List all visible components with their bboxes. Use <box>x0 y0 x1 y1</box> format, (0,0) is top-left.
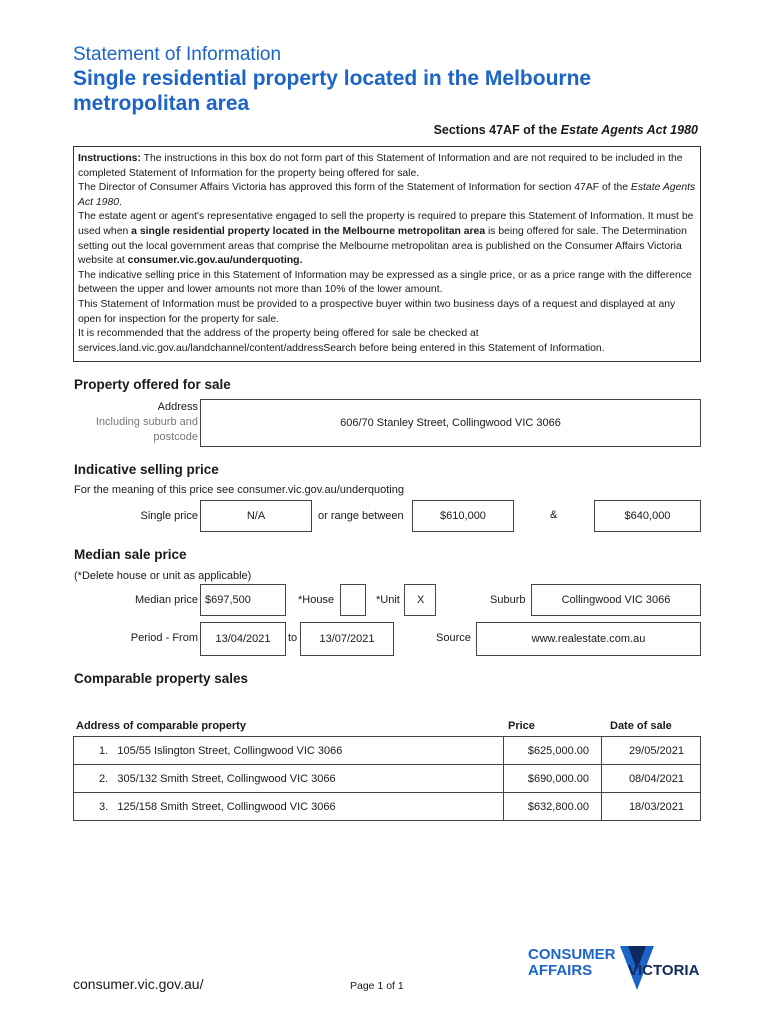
instructions-para-2: The Director of Consumer Affairs Victoria has approved this form of the Statement of Information for section 47AF of the Estate Agents Act 1980. <box>78 182 696 208</box>
indicative-heading: Indicative selling price <box>74 462 219 477</box>
source-field[interactable]: www.realestate.com.au <box>476 622 701 656</box>
sections-reference: Sections 47AF of the Estate Agents Act 1980 <box>433 123 698 137</box>
comp-address-cell[interactable]: 3. 125/158 Smith Street, Collingwood VIC 3066 <box>74 793 504 821</box>
logo-text-affairs: AFFAIRS <box>528 962 593 979</box>
instructions-para-4: The indicative selling price in this Statement of Information may be expressed as a single price, or as a price range with the difference between the upper and lower amounts not more than 10% of the lower amount. <box>78 269 692 296</box>
document-title: Single residential property located in the Melbourne metropolitan area <box>73 67 592 115</box>
address-label: Address Including suburb and postcode <box>95 401 198 443</box>
table-row <box>74 765 701 793</box>
single-price-label: Single price <box>140 510 198 522</box>
single-price-field[interactable]: N/A <box>200 500 312 532</box>
table-row <box>74 737 701 765</box>
range-low-field[interactable]: $610,000 <box>412 500 514 532</box>
property-heading: Property offered for sale <box>74 377 231 392</box>
median-price-field[interactable]: $697,500 <box>200 584 286 616</box>
col-address-header: Address of comparable property <box>76 720 246 732</box>
comparable-table <box>73 736 701 821</box>
document-subtitle: Statement of Information <box>73 44 282 65</box>
source-label: Source <box>436 632 471 644</box>
period-to-field[interactable]: 13/07/2021 <box>300 622 394 656</box>
comp-price-cell[interactable]: $690,000.00 <box>504 765 602 793</box>
unit-label: *Unit <box>376 594 400 606</box>
consumer-affairs-victoria-logo <box>528 944 708 994</box>
col-price-header: Price <box>508 720 535 732</box>
table-row <box>74 793 701 821</box>
suburb-field[interactable]: Collingwood VIC 3066 <box>531 584 701 616</box>
instructions-para-3: The estate agent or agent's representative engaged to sell the property is required to prepare this Statement of Information. It must be used when a single residential property located in the Melbourne metropolitan area is being offered for sale. The Determination setting out the local government areas that comprise the Melbourne metropolitan area is published on the Consumer Affairs Victoria website at consumer.vic.gov.au/underquoting. <box>78 211 694 267</box>
unit-checkbox[interactable]: X <box>404 584 436 616</box>
comp-price-cell[interactable]: $625,000.00 <box>504 737 602 765</box>
footer-url[interactable]: consumer.vic.gov.au/ <box>73 976 204 992</box>
house-checkbox[interactable] <box>340 584 366 616</box>
median-note: (*Delete house or unit as applicable) <box>74 570 252 582</box>
comp-date-cell[interactable]: 18/03/2021 <box>602 793 701 821</box>
suburb-label: Suburb <box>490 594 526 606</box>
indicative-note: For the meaning of this price see consumer.vic.gov.au/underquoting <box>74 484 404 496</box>
page-number: Page 1 of 1 <box>350 980 404 992</box>
range-between-label: or range between <box>318 510 404 522</box>
comp-price-cell[interactable]: $632,800.00 <box>504 793 602 821</box>
comp-date-cell[interactable]: 08/04/2021 <box>602 765 701 793</box>
period-from-label: Period - From <box>130 632 198 644</box>
range-ampersand: & <box>550 509 558 521</box>
comp-address-cell[interactable]: 2. 305/132 Smith Street, Collingwood VIC 3066 <box>74 765 504 793</box>
instructions-box <box>73 146 701 362</box>
range-high-field[interactable]: $640,000 <box>594 500 701 532</box>
col-date-header: Date of sale <box>610 720 672 732</box>
median-price-label: Median price <box>135 594 198 606</box>
period-to-label: to <box>288 632 298 644</box>
period-from-field[interactable]: 13/04/2021 <box>200 622 286 656</box>
instructions-para-6: It is recommended that the address of the property being offered for sale be checked at services.land.vic.gov.au/landchannel/content/addressSearch before being entered in this Statement of Information. <box>78 328 605 354</box>
address-field[interactable]: 606/70 Stanley Street, Collingwood VIC 3066 <box>200 399 701 447</box>
house-label: *House <box>298 594 335 606</box>
median-heading: Median sale price <box>74 547 187 562</box>
instructions-para-1: Instructions: The instructions in this box do not form part of this Statement of Information and are not required to be included in the completed Statement of Information for the property being offered for sale. <box>78 153 683 179</box>
logo-text-victoria: VICTORIA <box>628 962 700 979</box>
comp-date-cell[interactable]: 29/05/2021 <box>602 737 701 765</box>
instructions-para-5: This Statement of Information must be provided to a prospective buyer within two business days of a request and displayed at any open for inspection for the property for sale. <box>78 298 676 325</box>
comp-address-cell[interactable]: 1. 105/55 Islington Street, Collingwood VIC 3066 <box>74 737 504 765</box>
comparable-heading: Comparable property sales <box>74 671 249 686</box>
logo-text-consumer: CONSUMER <box>528 946 616 963</box>
